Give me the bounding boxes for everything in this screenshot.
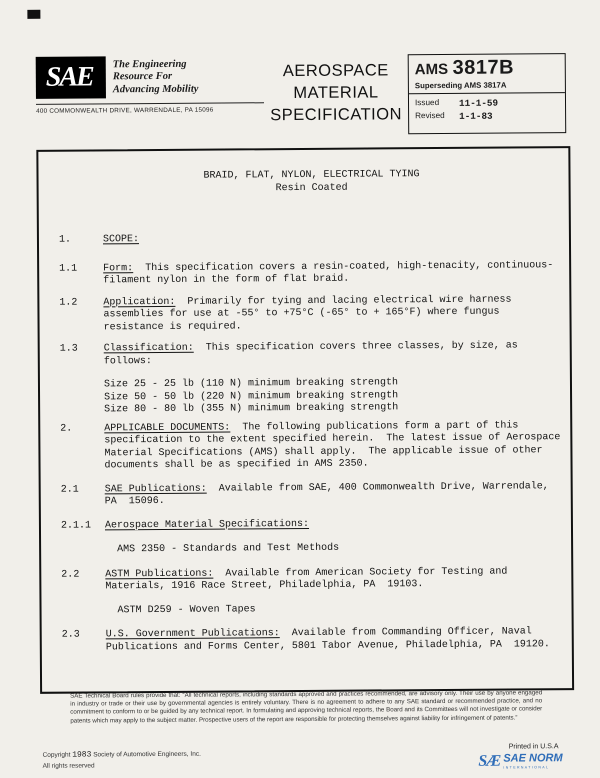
section-number: 1.2 (59, 297, 103, 335)
spec-code-section (409, 54, 565, 94)
spec-body (38, 168, 571, 655)
section-body: The following publications form a part of this specification to the extent specified herein. The latest issue of Aerospace Material Specifications (AMS) shall apply. The applicable issue of other documents shall be as specified in AMS 2350. (104, 420, 566, 471)
size-class-item: Size 25 - 25 lb (110 N) minimum breaking strength (104, 376, 566, 392)
tagline-line: Resource For (113, 71, 199, 84)
sae-norm-logo (478, 753, 562, 770)
section-body: This specification covers a resin-coated, high-tenacity, continuous-filament nylon in the form of flat braid. (103, 260, 553, 287)
sae-address: 400 COMMONWEALTH DRIVE, WARRENDALE, PA 15096 (36, 103, 264, 115)
revised-date: 1-1-83 (459, 110, 493, 124)
section-text (105, 481, 567, 509)
section-2-1 (61, 481, 567, 510)
revised-label: Revised (415, 110, 459, 124)
section-label: Application: (103, 296, 175, 308)
tagline-line: The Engineering (113, 59, 199, 72)
section-label: SAE Publications: (105, 483, 207, 495)
section-1-1 (59, 260, 565, 289)
spec-body-box (36, 146, 574, 694)
size-class-item: Size 80 - 80 lb (355 N) minimum breaking strength (104, 401, 566, 417)
section-2-3 (62, 626, 568, 655)
spec-code-number: 3817B (452, 56, 514, 78)
section-1-2 (59, 294, 565, 335)
section-label: APPLICABLE DOCUMENTS: (104, 422, 230, 434)
sae-norm-mark-icon: SÆ (478, 754, 500, 770)
size-class-item: Size 50 - 50 lb (220 N) minimum breaking strength (104, 389, 566, 405)
section-label: SCOPE: (103, 234, 139, 245)
sae-norm-name: SAE NORM (503, 753, 562, 764)
issued-date: 11-1-59 (459, 97, 498, 111)
title-line: AEROSPACE (264, 60, 408, 83)
section-text (103, 294, 565, 335)
section-number: 2.1 (61, 484, 105, 509)
copyright-line (43, 750, 201, 760)
sae-norm-subtext: INTERNATIONAL (503, 765, 562, 769)
astm-reference-line: ASTM D259 - Woven Tapes (118, 602, 568, 618)
title-line: MATERIAL (264, 82, 408, 105)
section-2 (60, 420, 566, 474)
printed-in-usa: Printed in U.S.A (509, 743, 559, 750)
tagline-line: Advancing Mobility (113, 83, 199, 96)
section-text (105, 566, 567, 594)
section-number: 1. (59, 234, 103, 247)
section-body: This specification covers three classes, by size, as follows: (104, 340, 524, 366)
sae-logo: SAE (36, 56, 106, 98)
section-text (106, 626, 568, 654)
section-body: Primarily for tying and lacing electrical wire harness assemblies for use at -55° to +75°C (-65° to + 165°F) where fungus resistance is required. (103, 294, 517, 333)
section-number: 2.1.1 (61, 520, 105, 533)
spec-code (415, 56, 559, 80)
sae-tagline (106, 56, 199, 97)
section-body: Available from American Society for Testing and Materials, 1916 Race Street, Philadelphia, PA 19103. (105, 566, 513, 592)
header-center (264, 54, 409, 135)
legal-disclaimer: SAE Technical Board rules provide that: “All technical reports, including standards approved and practices recommended, are advisory only. Their use by anyone engaged in industry or trade or their use by governmental agencies is entirely voluntary. There is no agreement to adhere to any SAE standard or recommended practice, and no commitment to conform to or be guided by any technical report. In formulating and approving technical reports, the Board and its Committees will not investigate or consider patents which may apply to the subject matter. Prospective users of the report are responsible for protecting themselves against liability for infringement of patents.” (70, 689, 542, 725)
superseding-note: Superseding AMS 3817A (415, 80, 559, 90)
section-text (104, 340, 566, 368)
section-text (105, 517, 567, 533)
spec-title-line: Resin Coated (59, 181, 565, 197)
copyright-prefix: Copyright (43, 752, 71, 759)
copyright-holder: Society of Automotive Engineers, Inc. (93, 751, 201, 759)
sae-norm-text (503, 753, 562, 769)
logo-row (36, 55, 264, 99)
section-number: 2.3 (62, 629, 106, 654)
section-text (104, 420, 566, 473)
section-1-3 (60, 340, 566, 369)
section-body: Available from SAE, 400 Commonwealth Drive, Warrendale, PA 15096. (105, 481, 555, 508)
spec-number-box (408, 53, 567, 134)
size-class-list (104, 376, 566, 417)
section-label: Aerospace Material Specifications: (105, 518, 309, 530)
section-2-1-1 (61, 517, 567, 533)
spec-code-prefix: AMS (415, 61, 448, 78)
header (36, 53, 567, 137)
section-number: 1.1 (59, 263, 103, 288)
copyright-year: 1983 (72, 750, 91, 759)
spec-title (58, 168, 564, 197)
section-label: ASTM Publications: (105, 568, 213, 580)
header-left (36, 55, 265, 137)
section-number: 2.2 (61, 569, 105, 594)
section-number: 1.3 (60, 343, 104, 368)
revised-row (415, 110, 559, 124)
spec-title-line: BRAID, FLAT, NYLON, ELECTRICAL TYING (58, 168, 564, 184)
issued-row (415, 96, 559, 110)
section-2-2 (61, 566, 567, 595)
rights-reserved: All rights reserved (43, 762, 95, 769)
section-label: Form: (103, 263, 133, 274)
title-line: SPECIFICATION (264, 104, 408, 127)
section-label: Classification: (104, 343, 194, 355)
registration-mark (27, 10, 40, 19)
section-text (103, 260, 565, 288)
section-1 (59, 231, 565, 247)
issued-label: Issued (415, 97, 459, 111)
ams-reference-line: AMS 2350 - Standards and Test Methods (117, 541, 567, 557)
section-body: Available from Commanding Officer, Naval Publications and Forms Center, 5801 Tabor Avenue, Philadelphia, PA 19120. (106, 626, 550, 653)
document-type-title (264, 60, 408, 126)
spec-dates (409, 93, 565, 126)
section-text (103, 231, 565, 247)
section-number: 2. (60, 423, 104, 473)
section-label: U.S. Government Publications: (106, 628, 280, 640)
